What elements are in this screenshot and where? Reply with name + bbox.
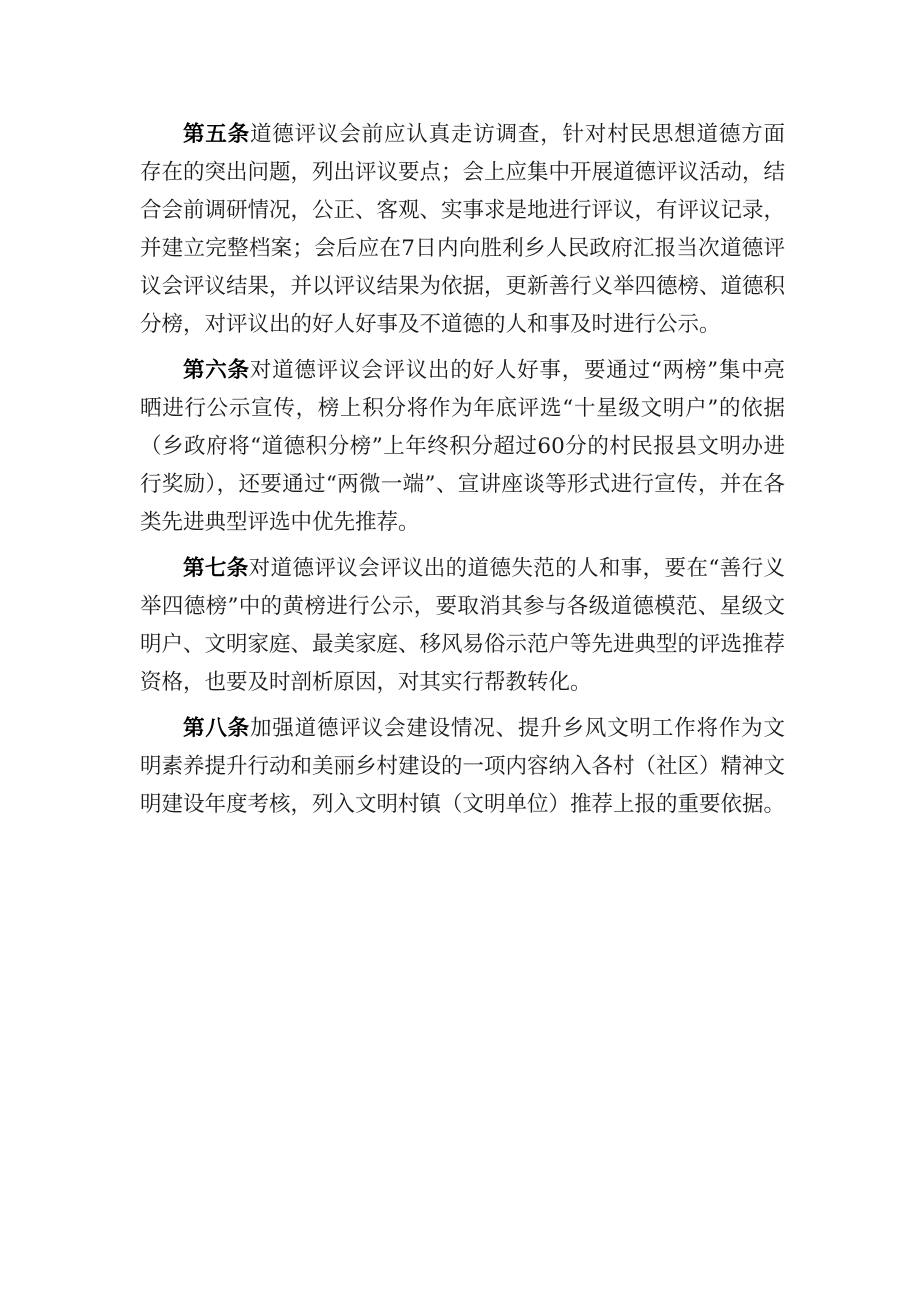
article-text: 对道德评议会评议出的道德失范的人和事，要在“善行义举四德榜”中的黄榜进行公示，要取消其参与各级道德模范、星级文明户、文明家庭、最美家庭、移风易俗示范户等先进典型的评选推荐资格，也要及时剖析原因，对其实行帮教转化。: [140, 556, 786, 695]
article-6: [140, 352, 785, 542]
article-heading: 第八条: [183, 716, 250, 741]
article-text: 道德评议会前应认真走访调查，针对村民思想道德方面存在的突出问题，列出评议要点；会上应集中开展道德评议活动，结合会前调研情况，公正、客观、实事求是地进行评议，有评议记录，并建立完整档案；会后应在7日内向胜利乡人民政府汇报当次道德评议会评议结果，并以评议结果为依据，更新善行义举四德榜、道德积分榜，对评议出的好人好事及不道德的人和事及时进行公示。: [140, 122, 786, 337]
article-5: [140, 116, 785, 344]
article-heading: 第七条: [183, 556, 249, 581]
article-heading: 第五条: [183, 122, 250, 147]
article-8: [140, 710, 785, 824]
article-text: 加强道德评议会建设情况、提升乡风文明工作将作为文明素养提升行动和美丽乡村建设的一项内容纳入各村（社区）精神文明建设年度考核，列入文明村镇（文明单位）推荐上报的重要依据。: [140, 716, 786, 817]
article-text: 对道德评议会评议出的好人好事，要通过“两榜”集中亮晒进行公示宣传，榜上积分将作为年底评选“十星级文明户”的依据（乡政府将“道德积分榜”上年终积分超过60分的村民报县文明办进行奖励），还要通过“两微一端”、宣讲座谈等形式进行宣传，并在各类先进典型评选中优先推荐。: [140, 358, 785, 535]
article-7: [140, 550, 785, 702]
article-heading: 第六条: [183, 358, 250, 383]
document-body: [140, 116, 785, 832]
